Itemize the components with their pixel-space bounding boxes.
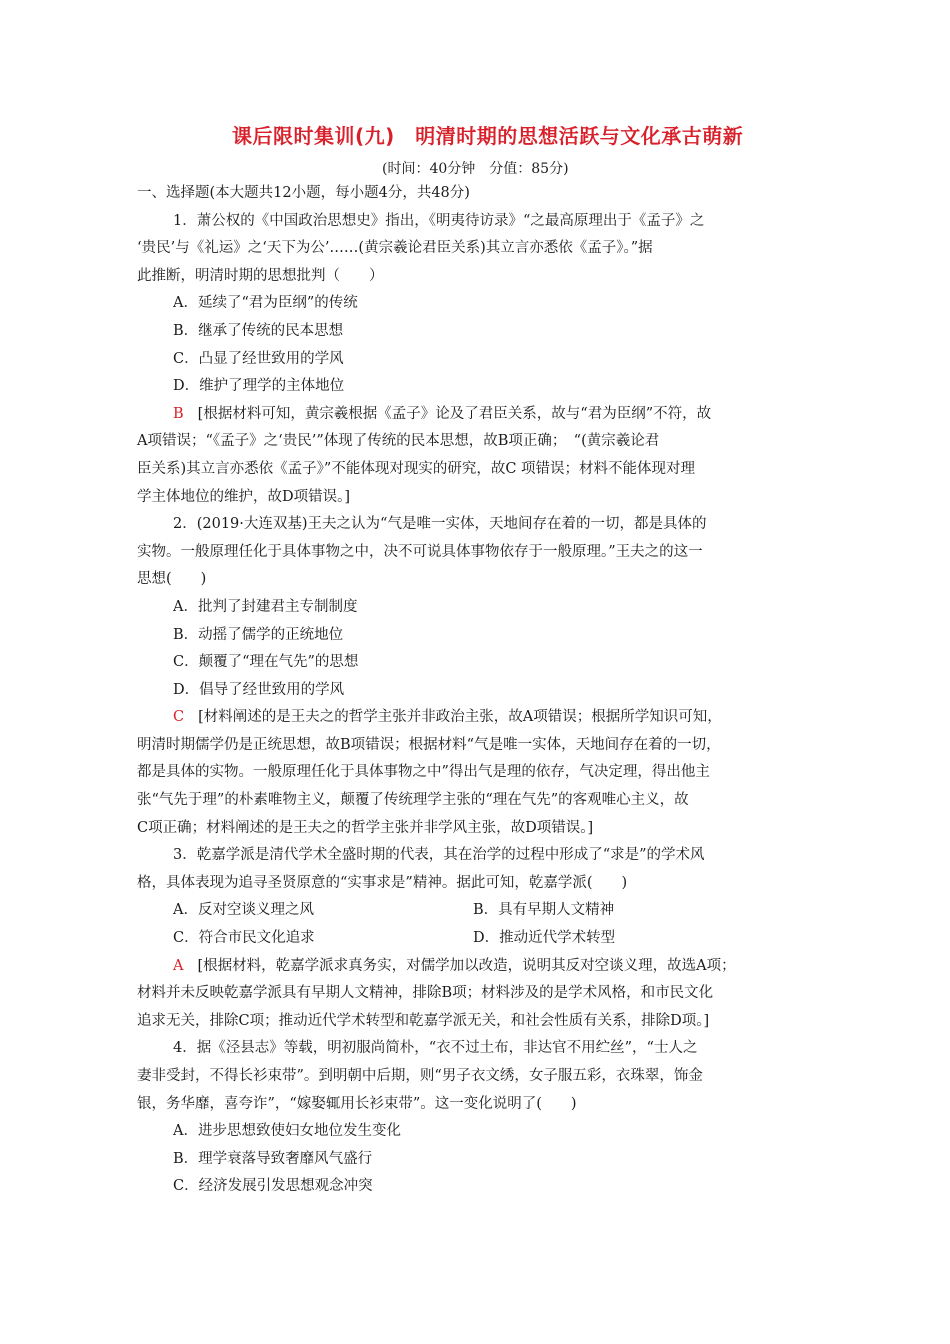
question-stem-line: 格，具体表现为追寻圣贤原意的“实事求是”精神。据此可知，乾嘉学派( ) [137, 874, 628, 891]
option-d: D．倡导了经世致用的学风 [173, 681, 345, 698]
option-a: A．批判了封建君主专制制度 [173, 598, 358, 615]
option-a: A．进步思想致使妇女地位发生变化 [173, 1123, 401, 1140]
explanation-line: 追求无关，排除C项；推动近代学术转型和乾嘉学派无关，和社会性质有关系，排除D项。] [137, 1012, 710, 1029]
question-stem-line: 实物。一般原理任化于具体事物之中，决不可说具体事物依存于一般原理。”王夫之的这一 [137, 543, 703, 560]
option-a: A．延续了“君为臣纲”的传统 [173, 295, 358, 312]
question-1 [137, 208, 817, 512]
explanation-line: 明清时期儒学仍是正统思想，故B项错误；根据材料“气是唯一实体，天地间存在着的一切， [137, 736, 721, 753]
option-d: D．维护了理学的主体地位 [173, 378, 345, 395]
question-stem-line: 4．据《泾县志》等载，明初服尚简朴，“衣不过土布，非达官不用纻丝”，“士人之 [173, 1040, 698, 1057]
option-b: B．具有早期人文精神 [473, 902, 615, 919]
option-b: B．继承了传统的民本思想 [173, 322, 344, 339]
page-title: 课后限时集训(九) 明清时期的思想活跃与文化承古萌新 [232, 124, 744, 148]
question-stem-line: 此推断，明清时期的思想批判（ ） [137, 267, 384, 284]
answer-letter: C [173, 709, 185, 726]
explanation-line: C [材料阐述的是王夫之的哲学主张并非政治主张，故A项错误；根据所学知识可知， [173, 709, 722, 726]
question-stem-line: 3．乾嘉学派是清代学术全盛时期的代表，其在治学的过程中形成了“求是”的学术风 [173, 847, 705, 864]
explanation-line: 材料并未反映乾嘉学派具有早期人文精神，排除B项；材料涉及的是学术风格，和市民文化 [137, 985, 714, 1002]
option-a: A．反对空谈义理之风 [173, 902, 314, 919]
explanation-line: C项正确；材料阐述的是王夫之的哲学主张并非学风主张，故D项错误。] [137, 819, 594, 836]
document-content [137, 180, 817, 1201]
question-stem-line: 银，务华靡，喜夸诈”，“嫁娶辄用长衫束带”。这一变化说明了( ) [137, 1095, 577, 1112]
section-heading: 一、选择题(本大题共12小题，每小题4分，共48分) [137, 185, 470, 201]
question-stem-line: 2．(2019·大连双基)王夫之认为“气是唯一实体，天地间存在着的一切，都是具体的 [173, 516, 707, 533]
explanation-line: 臣关系)其立言亦悉依《孟子》”不能体现对现实的研究，故C 项错误；材料不能体现对理 [137, 460, 696, 477]
option-c: C．经济发展引发思想观念冲突 [173, 1178, 373, 1195]
question-stem-line: ‘贵民’与《礼运》之‘天下为公’……(黄宗羲论君臣关系)其立言亦悉依《孟子》。”据 [137, 240, 653, 257]
question-stem-line: 1．萧公权的《中国政治思想史》指出，《明夷待访录》“之最高原理出于《孟子》之 [173, 212, 705, 229]
explanation-line: 都是具体的实物。一般原理任化于具体事物之中”得出气是理的依存，气决定理，得出他主 [137, 764, 710, 781]
explanation-line: A [根据材料，乾嘉学派求真务实，对儒学加以改造，说明其反对空谈义理，故选A项； [173, 957, 736, 974]
option-b: B．动摇了儒学的正统地位 [173, 626, 344, 643]
option-d: D．推动近代学术转型 [473, 930, 616, 947]
option-b: B．理学衰落导致奢靡风气盛行 [173, 1150, 373, 1167]
explanation-line: 张“气先于理”的朴素唯物主义，颠覆了传统理学主张的“理在气先”的客观唯心主义，故 [137, 792, 689, 809]
options-row [137, 925, 817, 953]
time-score-info: (时间：40分钟 分值：85分) [382, 161, 569, 177]
explanation-line: 学主体地位的维护，故D项错误。] [137, 488, 351, 505]
question-stem-line: 妻非受封，不得长衫束带”。到明朝中后期，则“男子衣文绣，女子服五彩，衣珠翠，饰金 [137, 1068, 703, 1084]
question-stem-line: 思想( ) [137, 571, 207, 588]
explanation-line: A项错误；“《孟子》之‘贵民’”体现了传统的民本思想，故B项正确； “(黄宗羲论君 [137, 433, 660, 450]
answer-letter: A [173, 957, 184, 974]
option-c: C．颠覆了“理在气先”的思想 [173, 654, 359, 671]
answer-letter: B [173, 405, 184, 422]
explanation-line: B [根据材料可知，黄宗羲根据《孟子》论及了君臣关系，故与“君为臣纲”不符，故 [173, 405, 712, 422]
question-4 [137, 1035, 817, 1201]
question-3 [137, 842, 817, 1035]
option-c: C．符合市民文化追求 [173, 930, 315, 947]
option-c: C．凸显了经世致用的学风 [173, 350, 344, 367]
question-2 [137, 511, 817, 842]
options-row [137, 897, 817, 925]
